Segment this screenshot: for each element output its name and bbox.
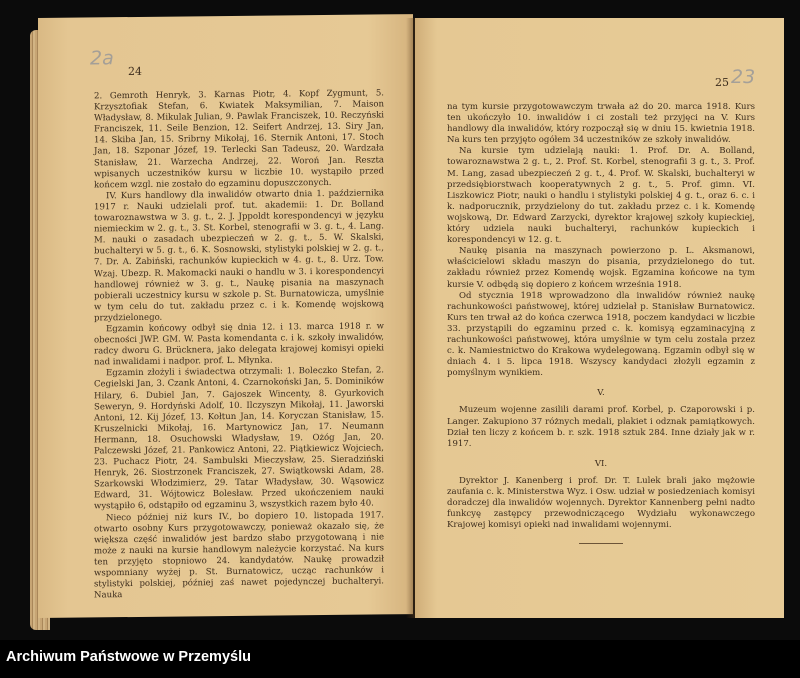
section-v-text: Muzeum wojenne zasilili darami prof. Korbel, p. Czaporowski i p. Langer. Zakupiono 37 różnych medali, plakiet i odznak pamiątkowych. Dział ten liczy z końcem b. r. szk. 1918 sztuk 284. Inne działy jak w r. 1917. [447, 405, 755, 449]
right-page-number: 25 [715, 76, 729, 89]
paragraph: Nieco później niż kurs IV., bo dopiero 10. listopada 1917. otwarto osobny Kurs przygotowawczy, ponieważ okazało się, że większa część inwalidów jest bardzo słabo przygotowaną i nie może z nauki na kursie handlowym należycie korzystać. Na kurs ten przyjęto stopniowo 24. kandydatów. Naukę prowadził wspomniany wyżej p. St. Burnatowicz, ucząc rachunków i stylistyki polskiej, później zaś nawet pojedynczej buchalteryi. Nauka [94, 509, 384, 601]
paragraph: Na kursie tym udzielają nauki: 1. Prof. Dr. A. Bolland, towaroznawstwa 2 g. t., 2. Prof. St. Korbel, stenografii 3 g. t., 3. Prof. M. Lang, zasad ubezpieczeń 2 g. t., 4. Prof. W. Skalski, buchalteryi w przedsiębiorstwach kooperatywnych 2 g. t., 5. Prof. gimn. VI. Liszkowicz Piotr, nauki o handlu i stylistyki polskiej 4 g. t., oraz 6. c. i k. nadporucznik, przydzielony do tut. zakładu przez c. i k. Komendę wojskową, Dr. Edward Zarzycki, dyrektor krajowej szkoły kupieckiej, który udziela nauki buchalteryi, rachunków kupieckich i korespondencyi w 12. g. t. [447, 146, 755, 246]
open-book [30, 18, 784, 624]
paragraph: IV. Kurs handlowy dla inwalidów otwarto dnia 1. października 1917 r. Nauki udzielali prof. tut. akademii: 1. Dr. Bolland towaroznawstwa w 3. g. t., 2. J. Jppoldt korespondencyi w języku niemieckim w 2. g. t., 3. St. Korbel, stenografii w 3. g. t., 4. Lang. M. nauki o zasadach ubezpieczeń w 2. g. t., 5. W. Skalski, buchalteryi w 5. g. t., 6. K. Sosnowski, stylistyki polskiej w 2. g. t., 7. Dr. A. Zabiński, rachunków kupieckich w 4. g. t., 8. Urz. Tow. Wzaj. Ubezp. R. Makomacki nauki o handlu w 3. i korespondencyi handlowej również w 3. g. t., Naukę pisania na maszynach pobierali uczestnicy kursu w szkole p. St. Burnatowicza, umyślnie w tym celu do tut. zakładu przez c. i k. Komendę wojskową przydzielonego. [94, 188, 384, 324]
right-page [415, 18, 784, 618]
paragraph: Od stycznia 1918 wprowadzono dla inwalidów również naukę rachunkowości państwowej, której udzielał p. Stanisław Burnatowicz. Kurs ten trwał aż do końca czerwca 1918, poczem kandydaci w liczbie 33. przystąpili do egzaminu przed c. k. komisyą egzaminacyjną z rachunkowości państwowej, która umyślnie w tym celu zostala przez c. k. Namiestnictwo do Krakowa wydelegowaną. Egzamin odbył się w dniach 4. i 5. lipca 1918. Wszyscy kandydaci złożyli egzamin z pomyślnym wynikiem. [447, 290, 755, 379]
paragraph: 2. Gemroth Henryk, 3. Karnas Piotr, 4. Kopf Zygmunt, 5. Krzysztofiak Stefan, 6. Kwiatek Maksymilian, 7. Maison Władysław, 8. Mikulak Julian, 9. Pawlak Franciszek, 10. Reczyński Franciszek, 11. Seile Benzion, 12. Seifert Andrzej, 13. Siry Jan, 14. Skiba Jan, 15. Sribrny Mikołaj, 16. Sternik Antoni, 17. Stoch Jan, 18. Szponar Józef, 19. Terlecki San Tadeusz, 20. Wardzała Stanisław, 21. Warzecha Andrzej, 22. Woroń Jan. Reszta wpisanych uczestników kursu w liczbie 10. wystąpiło przed końcem wzgl. nie zostało do egzaminu dopuszczonych. [94, 88, 384, 191]
left-page-text [94, 88, 384, 601]
paragraph: Egzamin końcowy odbył się dnia 12. i 13. marca 1918 r. w obecności JWP. GM. W. Pasta komendanta c. i k. szkoły inwalidów, radcy dworu G. Brücknera, jako delegata krajowej komisyi opieki nad inwalidami i nadpor. prof. L. Młynka. [94, 321, 384, 368]
paragraph: Egzamin złożyli i świadectwa otrzymali: 1. Boleczko Stefan, 2. Cegielski Jan, 3. Czank Antoni, 4. Czarnokoński Jan, 5. Dominików Hilary, 6. Dubiel Jan, 7. Gajoszek Wincenty, 8. Gyurkovich Seweryn, 9. Hordyński Adolf, 10. Ilczyszyn Mikołaj, 11. Jaworski Antoni, 12. Kij Józef, 13. Kołtun Jan, 14. Koryczan Stanisław, 15. Kruszelnicki Mikołaj, 16. Martynowicz Jan, 17. Neumann Hermann, 18. Osuchowski Władysław, 19. Ożóg Jan, 20. Palczewski Józef, 21. Pankowicz Antoni, 22. Piątkiewicz Wojciech, 23. Puchacz Piotr, 24. Sambulski Mieczysław, 25. Sieradziński Henryk, 26. Siostrzonek Franciszek, 27. Swiątkowski Adam, 28. Szarkowski Włodzimierz, 29. Tatar Władysław, 30. Wąsowicz Edward, 31. Wójtowicz Bolesław. Przed ukończeniem nauki wystąpiło 6, odstąpiło od egzaminu 3, wszystkich razem było 40. [94, 365, 384, 512]
section-vi-text: Dyrektor J. Kanenberg i prof. Dr. T. Lulek brali jako mężowie zaufania c. k. Ministerstwa Wyz. i Osw. udział w posiedzeniach komisyi doradczej dla inwalidów wojennych. Dyrektor Kannenberg pełni nadto funkcyę zastępcy przewodniczącego Wydziału wykonawczego Krajowej komisyi opieki nad inwalidami wojennymi. [447, 475, 755, 531]
section-heading-vi: VI. [594, 458, 608, 469]
right-page-text [447, 102, 755, 544]
left-pencil-mark: 2a [90, 47, 114, 70]
archive-label: Archiwum Państwowe w Przemyślu [6, 649, 251, 665]
right-pencil-mark: 23 [731, 66, 756, 88]
paragraph: na tym kursie przygotowawczym trwała aż do 20. marca 1918. Kurs ten ukończyło 10. inwalidów i ci zostali też przyjęci na V. Kurs handlowy dla inwalidów, który rozpoczął się w dniu 15. kwietnia 1918. Na kurs ten przyjęto ogółem 34 uczestników ze szkoły inwalidów. [447, 102, 755, 146]
section-heading-v: V. [597, 388, 605, 399]
left-page [38, 14, 413, 618]
closing-rule [579, 543, 623, 544]
left-page-number: 24 [128, 64, 142, 79]
paragraph: Naukę pisania na maszynach powierzono p. L. Aksmanowi, właścicielowi składu maszyn do pisania, przydzielonego do tut. zakładu również przez Komendę wojsk. Egzamina końcowe na tym kursie V. odbędą się dopiero z końcem września 1918. [447, 246, 755, 290]
